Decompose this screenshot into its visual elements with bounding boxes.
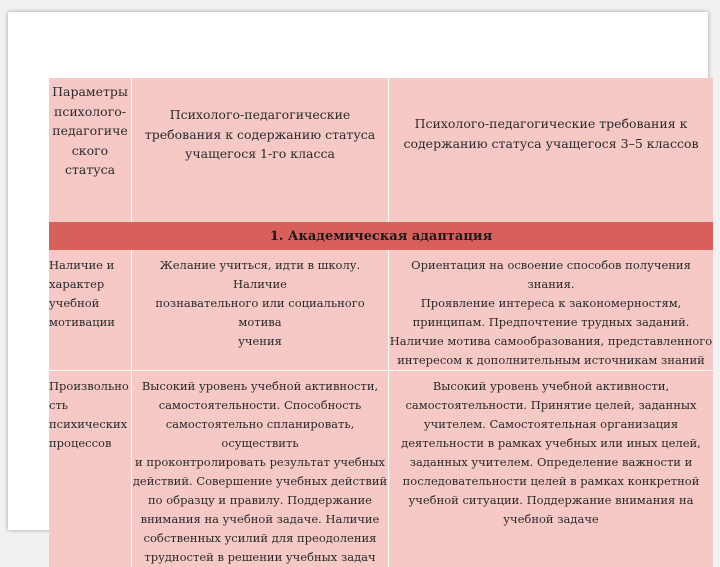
grade1-cell xyxy=(132,250,389,371)
header-grade1-line: Психолого-педагогические xyxy=(132,105,388,125)
param-line: учебной xyxy=(49,294,131,313)
param-line: Произвольно xyxy=(49,377,131,396)
grade3-5-line: Высокий уровень учебной активности, xyxy=(389,377,713,396)
param-line: Наличие и xyxy=(49,256,131,275)
grade3-5-line: принципам. Предпочтение трудных заданий. xyxy=(389,313,713,332)
header-parameters-line: статуса xyxy=(49,160,131,180)
grade1-line: собственных усилий для преодоления xyxy=(132,529,388,548)
grade3-5-line: учителем. Самостоятельная организация xyxy=(389,415,713,434)
grade3-5-line: учебной ситуации. Поддержание внимания на xyxy=(389,491,713,510)
slide xyxy=(8,12,708,530)
grade3-5-line: деятельности в рамках учебных или иных целей, xyxy=(389,434,713,453)
grade1-line: самостоятельно спланировать, осуществить xyxy=(132,415,388,453)
header-parameters-line: психолого- xyxy=(49,102,131,122)
header-parameters-line: ского xyxy=(49,141,131,161)
header-grade3-5-line: содержанию статуса учащегося 3–5 классов xyxy=(389,134,713,154)
grade1-line: Желание учиться, идти в школу. Наличие xyxy=(132,256,388,294)
grade3-5-line: заданных учителем. Определение важности и xyxy=(389,453,713,472)
grade3-5-line: учебной задаче xyxy=(389,510,713,529)
grade1-line: трудностей в решении учебных задач xyxy=(132,548,388,567)
grade3-5-line: Наличие мотива самообразования, представленного xyxy=(389,332,713,351)
header-parameters-line: Параметры xyxy=(49,82,131,102)
grade1-cell xyxy=(132,371,389,567)
grade1-line: познавательного или социального мотива xyxy=(132,294,388,332)
grade1-line: самостоятельности. Способность xyxy=(132,396,388,415)
param-cell xyxy=(49,371,132,567)
grade3-5-line: самостоятельности. Принятие целей, заданных xyxy=(389,396,713,415)
grade1-line: и проконтролировать результат учебных xyxy=(132,453,388,472)
header-parameters-line: педагогиче xyxy=(49,121,131,141)
requirements-table xyxy=(49,78,713,567)
header-grade3-5 xyxy=(389,78,714,222)
grade1-line: Высокий уровень учебной активности, xyxy=(132,377,388,396)
param-line: мотивации xyxy=(49,313,131,332)
param-line: характер xyxy=(49,275,131,294)
grade3-5-line: интересом к дополнительным источникам знаний xyxy=(389,351,713,370)
header-grade1-line: требования к содержанию статуса xyxy=(132,125,388,145)
grade1-line: учения xyxy=(132,332,388,351)
section-row xyxy=(49,222,713,250)
grade3-5-line: Проявление интереса к закономерностям, xyxy=(389,294,713,313)
header-grade3-5-line: Психолого-педагогические требования к xyxy=(389,114,713,134)
table-row xyxy=(49,250,713,371)
grade3-5-cell xyxy=(389,371,714,567)
table-header-row xyxy=(49,78,713,222)
header-grade1 xyxy=(132,78,389,222)
section-title: 1. Академическая адаптация xyxy=(49,222,713,250)
grade1-line: действий. Совершение учебных действий xyxy=(132,472,388,491)
param-line: сть xyxy=(49,396,131,415)
grade3-5-line: Ориентация на освоение способов получения знания. xyxy=(389,256,713,294)
param-line: психических xyxy=(49,415,131,434)
header-parameters xyxy=(49,78,132,222)
param-cell xyxy=(49,250,132,371)
table-row xyxy=(49,371,713,567)
param-line: процессов xyxy=(49,434,131,453)
grade3-5-cell xyxy=(389,250,714,371)
grade1-line: внимания на учебной задаче. Наличие xyxy=(132,510,388,529)
grade1-line: по образцу и правилу. Поддержание xyxy=(132,491,388,510)
grade3-5-line: последовательности целей в рамках конкретной xyxy=(389,472,713,491)
header-grade1-line: учащегося 1-го класса xyxy=(132,144,388,164)
